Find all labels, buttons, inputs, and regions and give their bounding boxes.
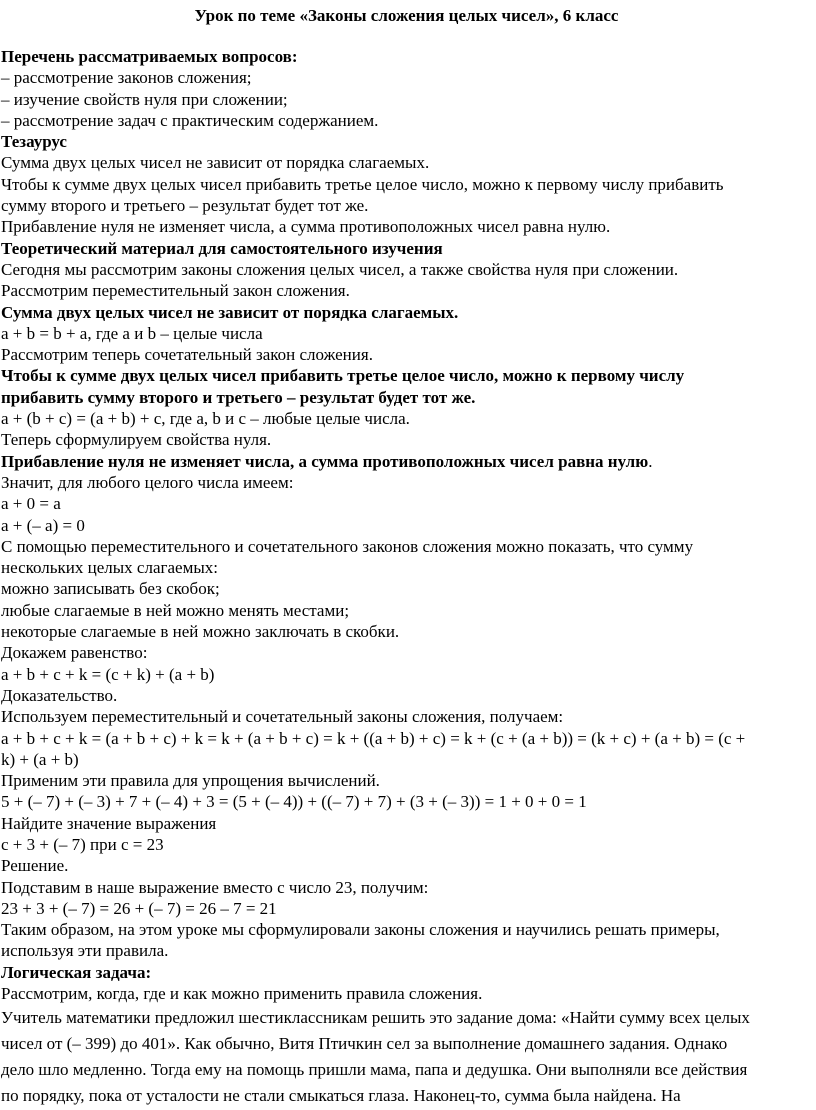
text-line	[1, 813, 812, 834]
task-line: Учитель математики предложил шестиклассникам решить это задание дома: «Найти сумму всех целых	[1, 1008, 750, 1028]
line-text: 23 + 3 + (– 7) = 26 + (– 7) = 26 – 7 = 21	[1, 898, 277, 918]
line-text: Рассмотрим переместительный закон сложения.	[1, 281, 350, 301]
text-line	[1, 429, 812, 450]
text-line	[1, 408, 812, 429]
text-line	[1, 280, 812, 301]
line-text: Найдите значение выражения	[1, 813, 217, 833]
line-text: прибавить сумму второго и третьего – результат будет тот же.	[1, 387, 476, 407]
line-text: a + b + c + k = (a + b + c) + k = k + (a + b + c) = k + ((a + b) + c) = k + (c + (a + b)) = (k + c) + (a + b) = (c +	[1, 728, 746, 748]
line-text: Рассмотрим, когда, где и как можно применить правила сложения.	[1, 984, 483, 1004]
text-line	[1, 110, 812, 131]
text-line	[1, 472, 812, 493]
line-text: – рассмотрение законов сложения;	[1, 68, 252, 88]
line-text: 5 + (– 7) + (– 3) + 7 + (– 4) + 3 = (5 + (– 4)) + ((– 7) + 7) + (3 + (– 3)) = 1 + 0 + 0 = 1	[1, 792, 587, 812]
line-text: a + 0 = a	[1, 494, 61, 514]
line-text: a + b + c + k = (c + k) + (a + b)	[1, 664, 215, 684]
text-line	[1, 344, 812, 365]
bold-text-line	[1, 238, 812, 259]
line-tail: .	[648, 451, 653, 471]
text-line	[1, 940, 812, 961]
line-text: можно записывать без скобок;	[1, 579, 220, 599]
text-line	[1, 855, 812, 876]
line-text: Применим эти правила для упрощения вычислений.	[1, 771, 380, 791]
line-text: a + (– a) = 0	[1, 515, 85, 535]
line-text: Логическая задача:	[1, 962, 152, 982]
line-text: Докажем равенство:	[1, 643, 148, 663]
text-line	[1, 195, 812, 216]
line-text: Сегодня мы рассмотрим законы сложения целых чисел, а также свойства нуля при сложении.	[1, 259, 679, 279]
line-text: Теперь сформулируем свойства нуля.	[1, 430, 272, 450]
bold-text-line	[1, 46, 812, 67]
task-line: дело шло медленно. Тогда ему на помощь пришли мама, папа и дедушка. Они выполняли все действия	[1, 1060, 748, 1080]
line-text: – изучение свойств нуля при сложении;	[1, 89, 288, 109]
document-body	[1, 46, 812, 1004]
line-text: Рассмотрим теперь сочетательный закон сложения.	[1, 345, 373, 365]
line-text: Доказательство.	[1, 685, 118, 705]
line-text: Подставим в наше выражение вместо c число 23, получим:	[1, 877, 429, 897]
line-text: a + b = b + a, где a и b – целые числа	[1, 323, 263, 343]
line-text: любые слагаемые в ней можно менять местами;	[1, 600, 350, 620]
line-text: Чтобы к сумме двух целых чисел прибавить третье целое число, можно к первому числу прибавить	[1, 174, 724, 194]
text-line	[1, 770, 812, 791]
text-line	[1, 898, 812, 919]
line-text: Тезаурус	[1, 132, 67, 152]
line-text: сумму второго и третьего – результат будет тот же.	[1, 196, 369, 216]
line-text: С помощью переместительного и сочетательного законов сложения можно показать, что сумму	[1, 536, 694, 556]
line-text: Чтобы к сумме двух целых чисел прибавить третье целое число, можно к первому числу	[1, 366, 685, 386]
line-text: Теоретический материал для самостоятельного изучения	[1, 238, 443, 258]
text-line	[1, 578, 812, 599]
page-title: Урок по теме «Законы сложения целых чисел», 6 класс	[194, 6, 619, 25]
line-text: Сумма двух целых чисел не зависит от порядка слагаемых.	[1, 153, 430, 173]
text-line	[1, 664, 812, 685]
text-line	[1, 515, 812, 536]
text-line	[1, 791, 812, 812]
text-line	[1, 67, 812, 88]
line-text: Таким образом, на этом уроке мы сформулировали законы сложения и научились решать примеры,	[1, 920, 720, 940]
text-line	[1, 728, 812, 749]
text-line	[1, 89, 812, 110]
text-line	[1, 600, 812, 621]
line-text: Прибавление нуля не изменяет числа, а сумма противоположных чисел равна нулю	[1, 451, 649, 471]
text-line	[1, 642, 812, 663]
text-line	[1, 152, 812, 173]
line-text: a + (b + c) = (a + b) + c, где a, b и c – любые целые числа.	[1, 409, 410, 429]
line-text: Перечень рассматриваемых вопросов:	[1, 47, 298, 66]
line-text: Прибавление нуля не изменяет числа, а сумма противоположных чисел равна нулю.	[1, 217, 611, 237]
bold-text-line	[1, 302, 812, 323]
text-line	[1, 174, 812, 195]
line-text: некоторые слагаемые в ней можно заключать в скобки.	[1, 622, 400, 642]
bold-text-line	[1, 962, 812, 983]
line-text: Решение.	[1, 856, 69, 876]
text-line	[1, 749, 812, 770]
text-line	[1, 877, 812, 898]
text-line	[1, 919, 812, 940]
task-line: по порядку, пока от усталости не стали смыкаться глаза. Наконец-то, сумма была найдена. На	[1, 1086, 681, 1106]
task-line: чисел от (– 399) до 401». Как обычно, Витя Птичкин сел за выполнение домашнего задания. Однако	[1, 1034, 728, 1054]
text-line	[1, 834, 812, 855]
text-line	[1, 983, 812, 1004]
line-text: нескольких целых слагаемых:	[1, 558, 218, 578]
line-text: c + 3 + (– 7) при c = 23	[1, 834, 164, 854]
logic-task-paragraph	[1, 1005, 812, 1109]
text-line	[1, 557, 812, 578]
line-text: Значит, для любого целого числа имеем:	[1, 472, 294, 492]
text-line	[1, 216, 812, 237]
line-text: используя эти правила.	[1, 941, 169, 961]
bold-text-line	[1, 131, 812, 152]
text-line	[1, 493, 812, 514]
text-line	[1, 706, 812, 727]
bold-text-line	[1, 365, 812, 386]
text-line	[1, 685, 812, 706]
bold-text-line	[1, 451, 812, 472]
line-text: k) + (a + b)	[1, 749, 79, 769]
line-text: – рассмотрение задач с практическим содержанием.	[1, 110, 379, 130]
text-line	[1, 621, 812, 642]
text-line	[1, 323, 812, 344]
line-text: Сумма двух целых чисел не зависит от порядка слагаемых.	[1, 302, 459, 322]
line-text: Используем переместительный и сочетательный законы сложения, получаем:	[1, 707, 564, 727]
text-line	[1, 536, 812, 557]
text-line	[1, 259, 812, 280]
bold-text-line	[1, 387, 812, 408]
